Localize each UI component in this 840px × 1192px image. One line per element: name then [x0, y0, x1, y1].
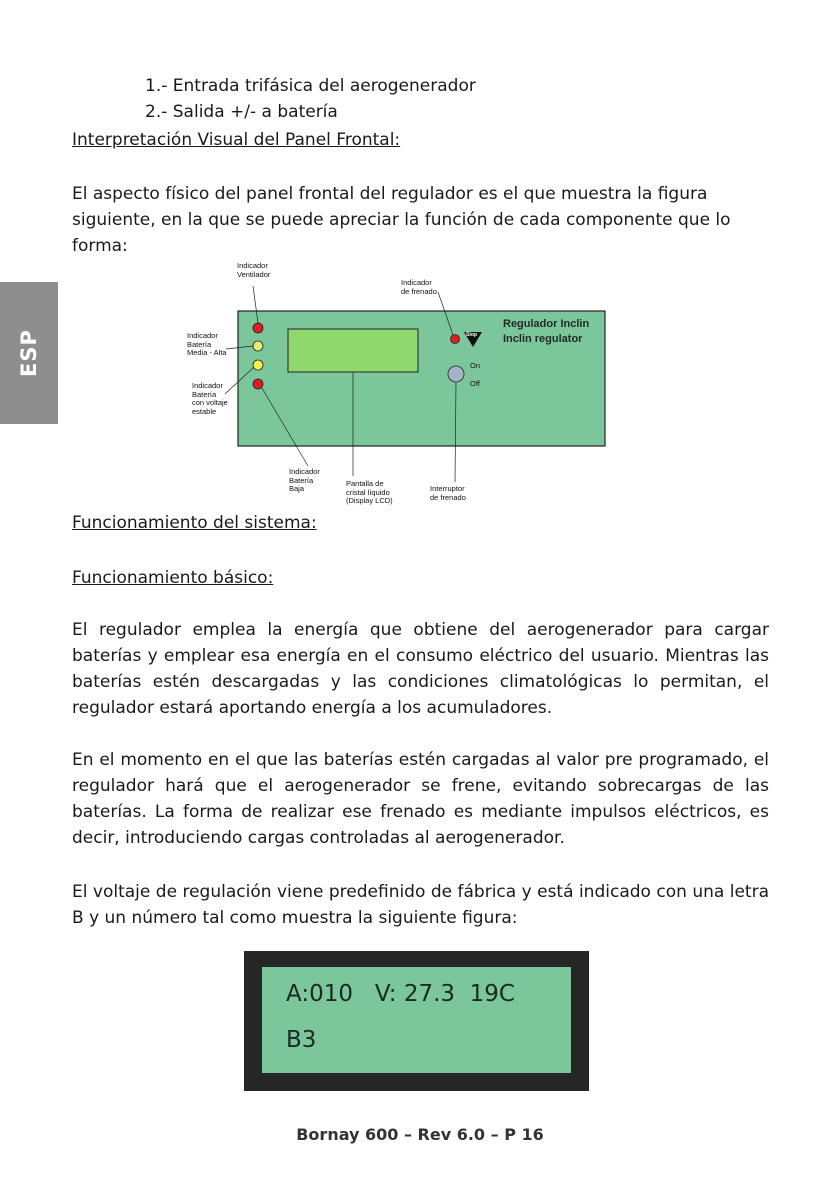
fan-indicator-label: Indicador Ventilador [237, 261, 271, 279]
front-panel-diagram [150, 256, 620, 512]
brake-indicator-label: Indicador de frenado [401, 278, 437, 296]
stop-label: Stop [466, 332, 478, 338]
lcd-display-label: Pantalla de cristal líquido (Display LCD) [346, 479, 393, 505]
lcd-display [288, 329, 418, 372]
brand-title: Regulador Inclin [503, 318, 590, 330]
list-item: 2.- Salida +/- a batería [145, 102, 338, 122]
fan-indicator-led [253, 323, 263, 333]
battery-medium-label: Indicador Batería Media - Alta [187, 331, 227, 357]
lcd-line-2: B3 [286, 1027, 317, 1053]
brand-subtitle: Inclin regulator [503, 333, 583, 345]
on-label: On [470, 361, 481, 370]
lcd-figure [244, 951, 589, 1091]
section-heading-system: Funcionamiento del sistema: [72, 513, 317, 533]
language-tab-label: ESP [17, 329, 41, 377]
battery-low-led [253, 379, 263, 389]
brake-switch-label: Interruptor de frenado [430, 484, 466, 502]
list-item: 1.- Entrada trifásica del aerogenerador [145, 76, 476, 96]
battery-medium-led [253, 341, 263, 351]
lcd-line-1: A:010 V: 27.3 19C [286, 981, 515, 1007]
paragraph: En el momento en el que las baterías estén cargadas al valor pre programado, el regulador hará que el aerogenerador se frene, evitando sobrecargas de las baterías. La forma de realizar ese frenado es mediante impulsos eléctricos, es decir, introduciendo cargas controladas al aerogenerador. [72, 750, 769, 848]
battery-stable-led [253, 360, 263, 370]
paragraph: El regulador emplea la energía que obtiene del aerogenerador para cargar baterías y emplear esa energía en el consumo eléctrico del usuario. Mientras las baterías estén descargadas y las condiciones climatológicas lo permitan, el regulador estará aportando energía a los acumuladores. [72, 620, 769, 718]
text-line: siguiente, en la que se puede apreciar la función de cada componente que lo [72, 210, 731, 230]
off-label: Off [470, 379, 480, 388]
page-footer: Bornay 600 – Rev 6.0 – P 16 [296, 1125, 544, 1144]
section-heading-visual: Interpretación Visual del Panel Frontal: [72, 130, 401, 150]
section-heading-basic: Funcionamiento básico: [72, 568, 274, 588]
lcd-screen [262, 967, 571, 1073]
brake-indicator-led [451, 335, 460, 344]
battery-stable-label: Indicador Batería con voltaje estable [192, 381, 228, 416]
paragraph: El voltaje de regulación viene predefinido de fábrica y está indicado con una letra B y un número tal como muestra la siguiente figura: [72, 882, 769, 928]
battery-low-label: Indicador Batería Baja [289, 467, 320, 493]
text-line: El aspecto físico del panel frontal del regulador es el que muestra la figura [72, 184, 708, 204]
brake-switch [448, 366, 464, 382]
language-tab [0, 282, 58, 424]
text-line: forma: [72, 236, 128, 256]
